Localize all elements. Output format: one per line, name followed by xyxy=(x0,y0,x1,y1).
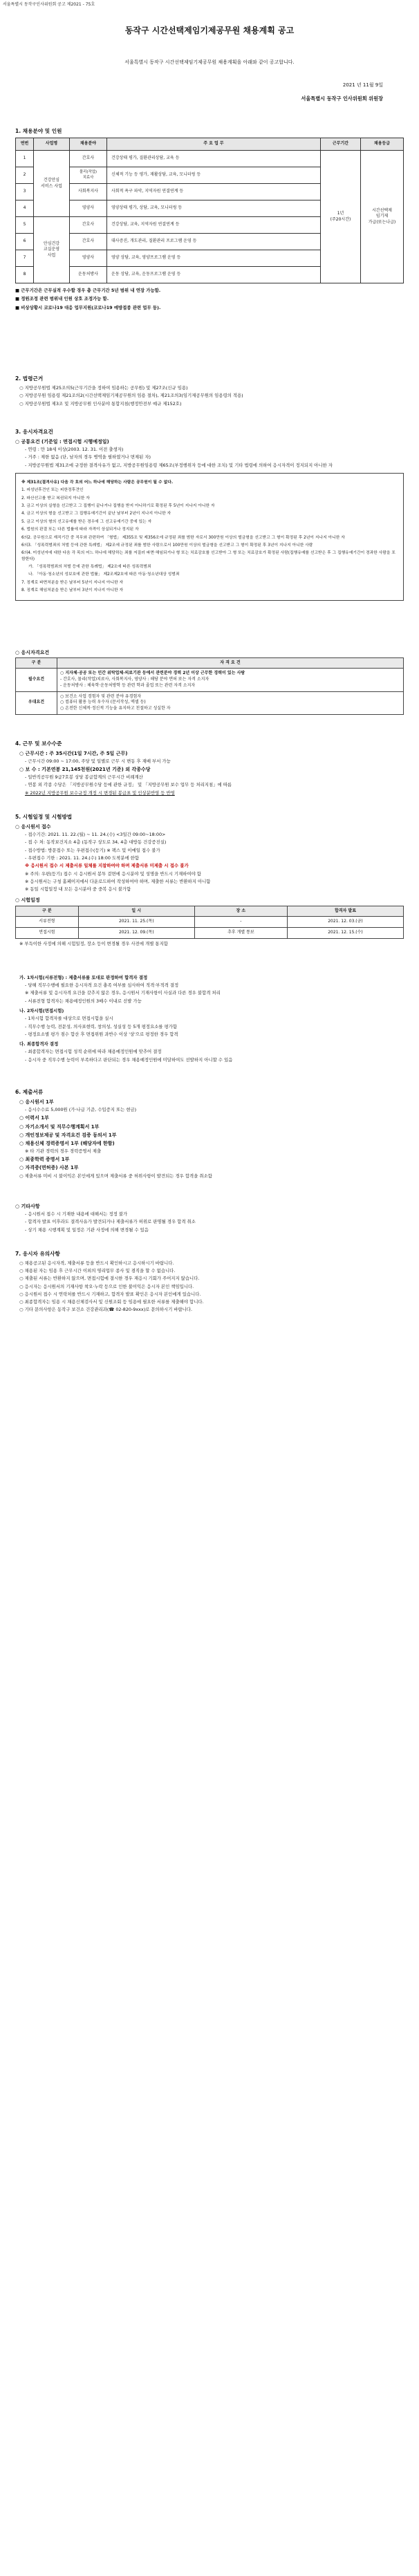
table-row xyxy=(16,669,404,691)
col-header: 합격자 발표 xyxy=(288,906,404,917)
box-line: 5. 금고 이상의 형의 선고유예를 받은 경우에 그 선고유예기간 중에 있는 자 xyxy=(21,519,152,524)
result-date: 2021. 12. 15.(수) xyxy=(288,927,404,938)
document-item: ○ 자격증(면허증) 사본 1부 xyxy=(19,1165,79,1171)
box-line: 6의2. 공무원으로 재직기간 중 직무와 관련하여 「형법」 제355조 및 제356조에 규정된 죄를 범한 자로서 300만원 이상의 벌금형을 선고받고 그 형이 확정된 후 2년이 지나지 아니한 자 xyxy=(21,535,345,540)
table-header-row xyxy=(16,138,404,151)
duty: 대사증진, 개도관리, 질환관리 프로그램 운영 등 xyxy=(107,234,321,250)
row-no: 6 xyxy=(16,234,34,250)
section-documents xyxy=(15,1088,404,1179)
row-no: 2 xyxy=(16,167,34,184)
section-heading: 2. 법령근거 xyxy=(15,375,44,382)
apply-item: - 우편접수 기한 : 2021. 11. 24.(수) 18:00 도착분에 한함 xyxy=(25,855,140,861)
note-line: ■ 근무기간은 근무실적 우수할 경우 총 근무기간 5년 범위 내 연장 가능함. xyxy=(15,288,161,294)
section-pay xyxy=(15,740,404,796)
common-item: - 거주 : 제한 없음 (단, 남자의 경우 병역을 필하였거나 면제된 자) xyxy=(25,454,151,460)
requirement-line: ○ 온전한 신체적·정신적 기능을 유지하고 친절하고 성실한 자 xyxy=(60,705,171,711)
schedule-heading: ○ 시험일정 xyxy=(15,897,40,904)
step-item: - 응시자 중 직무수행 능력이 부족하다고 판단되는 경우 채용예정인원에 미달하여도 선발하지 아니할 수 있음 xyxy=(25,1056,233,1063)
box-line: 6의4. 미성년자에 대한 다음 각 목의 어느 하나에 해당하는 죄를 저질러 파면·해임되거나 형 또는 치료감호를 선고받아 그 형 또는 치료감호가 확정된 사람(집행유예를 선고받은 후 그 집행유예기간이 경과한 사람을 포함한다) xyxy=(21,551,395,561)
work-period: 1년 (주20시간) xyxy=(321,151,361,283)
step-item: - 당해 직무수행에 필요한 응시자격 요건 충족 여부를 심사하여 적격·부적격 결정 xyxy=(25,982,179,989)
box-line: 4. 금고 이상의 형을 선고받고 그 집행유예기간이 끝난 날부터 2년이 지나지 아니한 자 xyxy=(21,512,171,516)
apply-item: - 접수방법: 방문접수 또는 우편접수(등기) ※ 팩스 및 이메일 접수 불가 xyxy=(25,847,160,853)
common-item: - 연령 : 만 18세 이상(2003. 12. 31. 이전 출생자) xyxy=(25,446,124,452)
apply-note: ※ 동일 시험일정 내 모든 응시분야 중 중복 응시 불가함 xyxy=(25,886,131,893)
requirement-line: - 간호사, 물리(작업)치료사, 사회복지사, 영양사 : 해당 분야 면허 또는 자격 소지자 xyxy=(60,677,210,682)
step-item: - 최종합격자는 면접시험 성적 순위에 따라 채용예정인원에 맞추어 결정 xyxy=(25,1049,162,1055)
legal-item: ○ 지방공무원법 제25조의5(근무기간을 정하여 임용하는 공무원) 및 제27조(신규 임용) xyxy=(19,384,188,391)
notice-item: ○ 채용공고된 응시자격, 제출서류 등을 반드시 확인하시고 응시하시기 바랍니다. xyxy=(19,1260,174,1266)
document-title: 동작구 시간선택제임기제공무원 채용계획 공고 xyxy=(124,26,295,35)
schedule-note: ※ 부득이한 사정에 의해 시험일정, 장소 등이 변경될 경우 사전에 개별 통지함 xyxy=(19,940,168,946)
other-item: - 합격자 발표 이후라도 결격사유가 발견되거나 제출서류가 허위로 판명될 경우 합격 취소 xyxy=(25,1219,196,1225)
field: 운동처방사 xyxy=(70,267,107,283)
requirement-line: ○ 보건소 사업 경험자 및 관련 분야 유경험자 xyxy=(60,693,142,699)
col-header: 연번 xyxy=(16,138,34,151)
box-line: 6. 법원의 판결 또는 다른 법률에 따라 자격이 상실되거나 정지된 자 xyxy=(21,528,139,532)
col-header: 구 분 xyxy=(16,906,79,917)
intro-paragraph: 서울특별시 동작구 시간선택제임기제공무원 채용계획을 아래와 같이 공고합니다. xyxy=(124,59,295,66)
duty: 건강상담, 교육, 지역자원 연결연계 등 xyxy=(107,217,321,234)
row-no: 7 xyxy=(16,250,34,267)
step-item: - 1차시험 합격자를 대상으로 면접시험을 실시 xyxy=(25,1016,113,1022)
section-heading: 5. 시험일정 및 시험방법 xyxy=(15,814,73,820)
section-heading: 6. 제출서류 xyxy=(15,1088,44,1095)
duty: 영양상태 평가, 상담, 교육, 모니터링 등 xyxy=(107,200,321,217)
row-no: 8 xyxy=(16,267,34,283)
table-row xyxy=(16,151,404,167)
common-item: - 지방공무원법 제31조에 규정한 결격사유가 없고, 지방공무원임용령 제65조(부정행위자 등에 대한 조치) 및 기타 법령에 의하여 응시자격이 정지되지 아니한 자 xyxy=(25,462,333,468)
document-item: ※ 타 기관 경력의 경우 경력증명서 제출 xyxy=(25,1148,102,1154)
work-time: ○ 근무시간 : 주 35시간(1일 7시간, 주 5일 근무) xyxy=(19,750,128,756)
schedule-table xyxy=(15,906,404,939)
document-item: ○ 이력서 1부 xyxy=(19,1115,49,1121)
col-header: 사업명 xyxy=(34,138,70,151)
apply-heading: ○ 응시원서 접수 xyxy=(15,824,51,830)
box-line: 7. 징계로 파면처분을 받은 날부터 5년이 지나지 아니한 자 xyxy=(21,580,124,585)
duty: 사회적 욕구 파악, 지역자원 연결연계 등 xyxy=(107,184,321,200)
note-line: ■ 비상상황시 코로나19 대응 업무지원(코로나19 예방접종 관련 업무 등). xyxy=(15,304,161,310)
exam-date: 2021. 11. 25.(목) xyxy=(78,917,194,928)
section-heading: 3. 응시자격요건 xyxy=(15,428,53,435)
box-line: ※ 제31조(결격사유) 다음 각 호의 어느 하나에 해당하는 사람은 공무원이 될 수 없다. xyxy=(21,480,174,485)
field: 영양사 xyxy=(70,250,107,267)
salary-detail: ※ 2022년 지방공무원 보수규정 개정 시 변경된 봉급표 및 인상분반영 등 반영 xyxy=(25,790,175,796)
table-row xyxy=(16,927,404,938)
section-heading: 4. 근무 및 보수수준 xyxy=(15,740,62,747)
row-label: 필수요건 xyxy=(16,669,57,691)
business-name: 안심건강 교실운영 사업 xyxy=(34,217,70,283)
work-time-detail: - 근무시간 09:00 ~ 17:00, 주당 및 일별로 근무 시 변동 후 재배 부서 가능 xyxy=(25,758,171,764)
notice-item: ○ 기타 문의사항은 동작구 보건소 건강관리과(☎ 02-820-9xxx)로 문의하시기 바랍니다. xyxy=(19,1307,193,1313)
box-line: 3. 금고 이상의 실형을 선고받고 그 집행이 끝나거나 집행을 받지 아니하기로 확정된 후 5년이 지나지 아니한 자 xyxy=(21,503,215,508)
duty: 신체적 기능 등 평가, 재활상담, 교육, 모니터링 등 xyxy=(107,167,321,184)
recruitment-notes xyxy=(15,288,404,311)
requirement-line: ○ 지자체·공공 또는 민간 위탁업체·의료기관 등에서 관련분야 경력 2년 이상 근무한 경력이 있는 사람 xyxy=(60,671,245,676)
step-item: - 직무수행 능력, 전문성, 의사표현력, 창의성, 성실성 등 5개 평정요소를 평가함 xyxy=(25,1023,178,1029)
apply-item: - 접수기간: 2021. 11. 22.(월) ~ 11. 24.(수) <3일간 09:00~18:00> xyxy=(25,832,166,838)
qualification-table xyxy=(15,657,404,715)
legal-item: ○ 지방공무원법 제3조 및 지방공무원 인사분야 통합지침(행정안전부 예규 제152호) xyxy=(19,400,182,407)
table-header-row xyxy=(16,657,404,669)
box-line: 나. 「아동·청소년의 성보호에 관한 법률」 제2조제2호에 따른 아동·청소년대상 성범죄 xyxy=(28,572,180,577)
result-date: 2021. 12. 03.(금) xyxy=(288,917,404,928)
salary-detail: - 일반직공무원 9급7호봉 상당 봉급합계의 근무시간 비례계산 xyxy=(25,774,143,781)
exam-type: 면접시험 xyxy=(16,927,79,938)
document-item: - 응시수수료 5,000원 (가·나급 기준, 수입증지 또는 현금) xyxy=(25,1107,137,1113)
section-schedule xyxy=(15,813,404,1063)
duty: 운동 상담, 교육, 운동프로그램 운영 등 xyxy=(107,267,321,283)
col-header: 자 격 요 건 xyxy=(57,657,404,669)
col-header: 채용등급 xyxy=(361,138,404,151)
row-no: 5 xyxy=(16,217,34,234)
col-header: 채용분야 xyxy=(70,138,107,151)
section-eligibility xyxy=(15,428,404,601)
document-item: ○ 자기소개서 및 직무수행계획서 1부 xyxy=(19,1123,100,1130)
notice-item: ○ 응시원서 접수 시 연락처를 반드시 기재하고, 합격자 발표 확인은 응시자 본인에게 있습니다. xyxy=(19,1291,201,1297)
box-line: 2. 파산선고를 받고 복권되지 아니한 자 xyxy=(21,496,90,501)
col-header: 근무기간 xyxy=(321,138,361,151)
duty: 영양 상담, 교육, 영양프로그램 운영 등 xyxy=(107,250,321,267)
section-other xyxy=(15,1203,404,1233)
apply-note: ※ 응시원서는 구청 홈페이지에서 다운로드하여 작성하여야 하며, 제출한 서류는 반환하지 아니함 xyxy=(25,878,211,884)
section-heading: 1. 채용분야 및 인원 xyxy=(15,128,62,135)
box-line: 6의3. 「성폭력범죄의 처벌 등에 관한 특례법」 제2조에 규정된 죄를 범한 사람으로서 100만원 이상의 벌금형을 선고받고 그 형이 확정된 후 3년이 지나지 아니한 사람 xyxy=(21,543,313,548)
section-notices xyxy=(15,1250,404,1314)
notice-item: ○ 최종합격자는 임용 시 채용신체검사서 및 신원조회 등 임용에 필요한 서류를 제출해야 합니다. xyxy=(19,1299,204,1305)
table-header-row xyxy=(16,906,404,917)
exam-date: 2021. 12. 09.(목) xyxy=(78,927,194,938)
col-header: 일 시 xyxy=(78,906,194,917)
box-line: 가. 「성폭력범죄의 처벌 등에 관한 특례법」 제2조에 따른 성폭력범죄 xyxy=(28,565,151,570)
step-item: - 서류전형 합격자는 채용예정인원의 3배수 이내로 선발 가능 xyxy=(25,998,142,1004)
field: 영양사 xyxy=(70,200,107,217)
notice-item: ○ 응시자는 응시원서의 기재사항 착오·누락 등으로 인한 불이익은 응시자 본인 책임입니다. xyxy=(19,1283,194,1289)
step-item: ※ 제출서류 및 응시자격 요건을 갖추지 않은 경우, 응시원서 기재사항이 사실과 다른 경우 불합격 처리 xyxy=(25,990,221,996)
duty: 건강상태 평가, 질환관리상담, 교육 등 xyxy=(107,151,321,167)
box-line: 8. 징계로 해임처분을 받은 날부터 3년이 지나지 아니한 자 xyxy=(21,588,124,593)
notice-item: ○ 채용된 자는 임용 후 근무시간 이외의 영리업무 종사 및 겸직을 할 수 없습니다. xyxy=(19,1268,176,1274)
field: 물리(작업) 치료사 xyxy=(70,167,107,184)
exam-place: - xyxy=(194,917,287,928)
document-item: ○ 제출서류 미비 시 불이익은 본인에게 있으며 제출서류 중 허위사항이 발견되는 경우 합격을 취소함 xyxy=(19,1173,212,1179)
box-line: 1. 피성년후견인 또는 피한정후견인 xyxy=(21,488,84,493)
apply-note: ※ 주의: 우편(등기) 접수 시 응시원서 봉투 겉면에 응시분야 및 성명을 반드시 기재하여야 함 xyxy=(25,870,201,877)
field: 간호사 xyxy=(70,234,107,250)
table-row xyxy=(16,691,404,714)
row-no: 1 xyxy=(16,151,34,167)
requirement-line: ○ 컴퓨터 활용 능력 우수자 (문서작성, 엑셀 등) xyxy=(60,700,146,705)
step-heading: 다. 최종합격자 결정 xyxy=(19,1041,59,1047)
row-no: 3 xyxy=(16,184,34,200)
field: 간호사 xyxy=(70,217,107,234)
other-item: - 응시원서 접수 시 기재한 내용에 대해서는 정정 불가 xyxy=(25,1211,128,1217)
business-name: 건강안심 서비스 사업 xyxy=(34,151,70,217)
exam-type: 서류전형 xyxy=(16,917,79,928)
notice-item: ○ 제출된 서류는 반환하지 않으며, 면접시험에 결시한 경우 재응시 기회가 주어지지 않습니다. xyxy=(19,1276,200,1282)
requirement-cell xyxy=(57,669,404,691)
running-head: 서울특별시 동작구인사위원회 공고 제2021 - 75호 xyxy=(3,2,95,7)
step-heading: 나. 2차시험(면접시험) xyxy=(19,1008,64,1014)
qualification-heading: ○ 응시자격요건 xyxy=(15,649,50,655)
field: 간호사 xyxy=(70,151,107,167)
issuer-name: 서울특별시 동작구 인사위원회 위원장 xyxy=(301,95,383,102)
other-item: - 상기 채용 시행계획 및 일정은 기관 사정에 의해 변경될 수 있음 xyxy=(25,1226,149,1233)
document-item: ○ 개인정보제공 및 자격요건 검증 동의서 1부 xyxy=(19,1132,117,1138)
announcement-date: 2021 년 11월 9일 xyxy=(342,82,383,88)
other-heading: ○ 기타사항 xyxy=(15,1203,40,1209)
table-row xyxy=(16,917,404,928)
legal-item: ○ 지방공무원 임용령 제21조의2(시간선택제임기제공무원의 임용 절차), 제21조의3(임기제공무원의 임용령의 적용) xyxy=(19,393,243,399)
field: 사회복지사 xyxy=(70,184,107,200)
salary: ○ 보 수 : 기본연봉 21,145천원(2021년 기준) 외 각종수당 xyxy=(19,767,151,773)
section-heading: 7. 응시자 유의사항 xyxy=(15,1250,60,1257)
note-line: ■ 정원조정 관련 범위내 인원 상호 조정가능 함. xyxy=(15,296,109,302)
col-header: 구 분 xyxy=(16,657,57,669)
step-item: - 평정요소별 평가 점수 합산 후 면접위원 과반수 이상 '상'으로 평정한 경우 합격 xyxy=(25,1031,178,1037)
recruitment-table xyxy=(15,138,404,283)
salary-detail: - 연봉 외 각종 수당은 「지방공무원수당 등에 관한 규정」 및 「지방공무원 보수 업무 등 처리지침」에 따름 xyxy=(25,782,232,788)
section-legal-basis xyxy=(15,375,404,407)
apply-warning: ※ 응시원서 접수 시 제출서류 일체를 지참하여야 하며 제출서류 미제출 시 접수 불가 xyxy=(25,863,189,869)
disqualification-box xyxy=(15,473,404,601)
document-item: ○ 채용신체 경력증명서 1부 (해당자에 한함) xyxy=(19,1140,115,1146)
exam-place: 추후 개별 통보 xyxy=(194,927,287,938)
row-label: 우대요건 xyxy=(16,691,57,714)
exam-steps xyxy=(15,975,404,1063)
document-item: ○ 최종학력 증명서 1부 xyxy=(19,1157,70,1163)
apply-item: - 접 수 처: 동작보건지소 4층 (동작구 상도로 34, 4층 대방동 건강증진실) xyxy=(25,839,167,846)
requirement-line: - 운동처방사 : 체육학·운동처방학 등 관련 학과 졸업 또는 관련 자격 소지자 xyxy=(60,682,196,688)
col-header: 주 요 업 무 xyxy=(107,138,321,151)
section-recruitment xyxy=(15,127,404,311)
col-header: 장 소 xyxy=(194,906,287,917)
grade: 시간선택제 임기제 가급(또는나급) xyxy=(361,151,404,283)
row-no: 4 xyxy=(16,200,34,217)
step-heading: 가. 1차시험(서류전형) : 제출서류를 토대로 판정하여 합격자 결정 xyxy=(19,974,148,980)
section-qualifications xyxy=(15,649,404,715)
common-requirements-heading: ○ 공통요건 (기준일 : 면접시험 시행예정일) xyxy=(15,438,109,445)
requirement-cell xyxy=(57,691,404,714)
document-item: ○ 응시원서 1부 xyxy=(19,1099,54,1105)
